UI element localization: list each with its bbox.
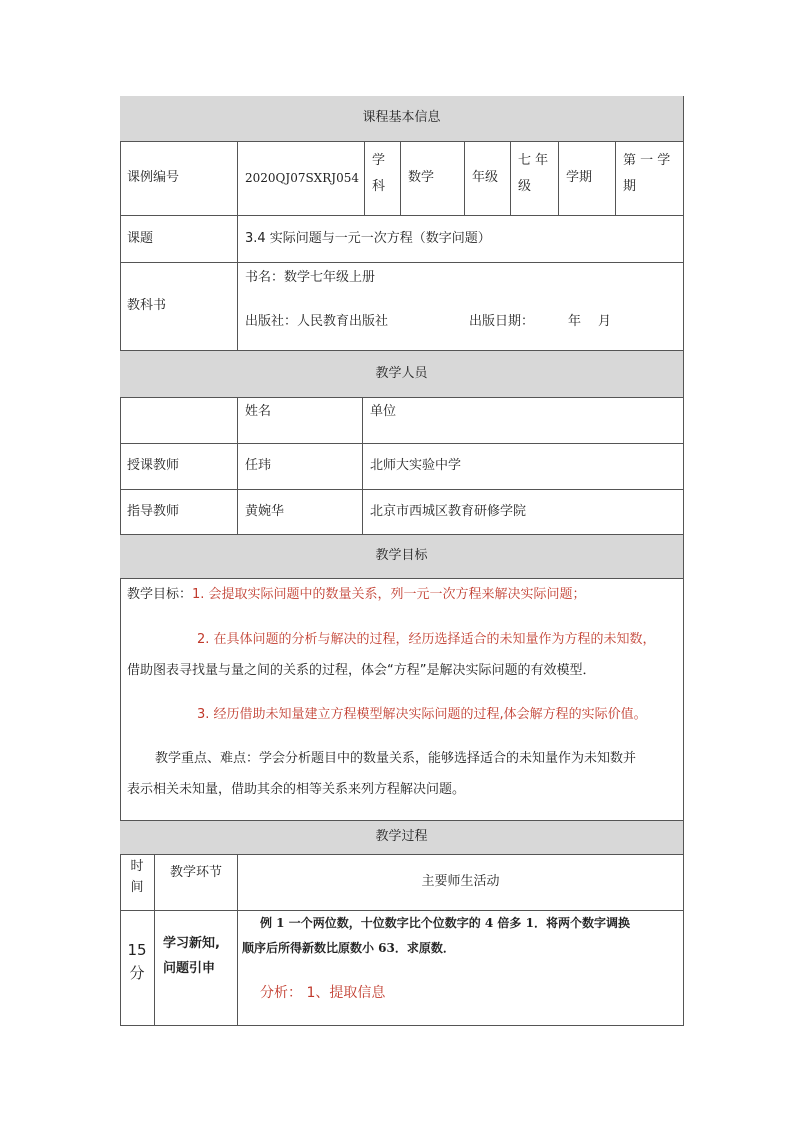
- key-points-cont: 表示相关未知量，借助其余的相等关系来列方程解决问题。: [127, 782, 466, 797]
- subject-value: 数学: [401, 142, 465, 216]
- term-label: 学期: [559, 142, 616, 216]
- case-no-value: 2020QJ07SXRJ054: [238, 142, 365, 216]
- goal-3: 3. 经历借助未知量建立方程模型解决实际问题的过程,体会解方程的实际价值。: [197, 707, 647, 722]
- analysis: 分析： 1、提取信息: [260, 985, 386, 1001]
- case-no-label: 课例编号: [120, 142, 238, 216]
- section-basic-info: 课程基本信息: [120, 96, 684, 142]
- staff-unit: 北师大实验中学: [363, 444, 684, 490]
- section-goals: 教学目标: [120, 535, 684, 579]
- grade-label: 年级: [465, 142, 511, 216]
- goals-body: [120, 579, 684, 821]
- goal-2: 2. 在具体问题的分析与解决的过程，经历选择适合的未知量作为方程的未知数，: [197, 632, 656, 647]
- topic-label: 课题: [120, 216, 238, 263]
- pub-month: 月: [598, 314, 612, 329]
- staff-name: 任玮: [238, 444, 363, 490]
- staff-unit-header: 单位: [363, 398, 684, 444]
- topic-value: 3.4 实际问题与一元一次方程（数字问题）: [238, 216, 684, 263]
- section-staff: 教学人员: [120, 351, 684, 398]
- goals-label: 教学目标：: [127, 587, 193, 602]
- staff-name-header: 姓名: [238, 398, 363, 444]
- publisher: 出版社：人民教育出版社: [245, 314, 389, 329]
- staff-role: 授课教师: [120, 444, 238, 490]
- goal-2-cont: 借助图表寻找量与量之间的关系的过程，体会“方程”是解决实际问题的有效模型．: [127, 663, 596, 678]
- time-header: 时 间: [120, 855, 155, 911]
- stage-value: 学习新知, 问题引申: [155, 911, 238, 1026]
- grade-value: 七 年 级: [511, 142, 559, 216]
- textbook-value: [238, 263, 684, 351]
- term-value: 第 一 学 期: [616, 142, 684, 216]
- example-1: 例 1 一个两位数，十位数字比个位数字的 4 倍多 1．将两个数字调换: [260, 916, 630, 930]
- stage-header: 教学环节: [155, 855, 238, 911]
- staff-blank: [120, 398, 238, 444]
- pub-date-label: 出版日期：: [469, 314, 535, 329]
- staff-role: 指导教师: [120, 490, 238, 535]
- example-1-cont: 顺序后所得新数比原数小 63．求原数．: [242, 941, 455, 955]
- pub-year: 年: [568, 314, 582, 329]
- subject-label: 学 科: [365, 142, 401, 216]
- time-value: 15 分: [120, 911, 155, 1026]
- textbook-label: 教科书: [120, 263, 238, 351]
- book-name: 书名：数学七年级上册: [245, 270, 376, 285]
- section-process: 教学过程: [120, 821, 684, 855]
- activity-header: 主要师生活动: [238, 855, 684, 911]
- staff-name: 黄婉华: [238, 490, 363, 535]
- goal-1: 1. 会提取实际问题中的数量关系，列一元一次方程来解决实际问题；: [192, 587, 586, 602]
- staff-unit: 北京市西城区教育研修学院: [363, 490, 684, 535]
- activity-content: [238, 911, 684, 1026]
- lesson-plan-table: [120, 96, 684, 1026]
- key-points: 教学重点、难点：学会分析题目中的数量关系，能够选择适合的未知量作为未知数并: [155, 751, 637, 766]
